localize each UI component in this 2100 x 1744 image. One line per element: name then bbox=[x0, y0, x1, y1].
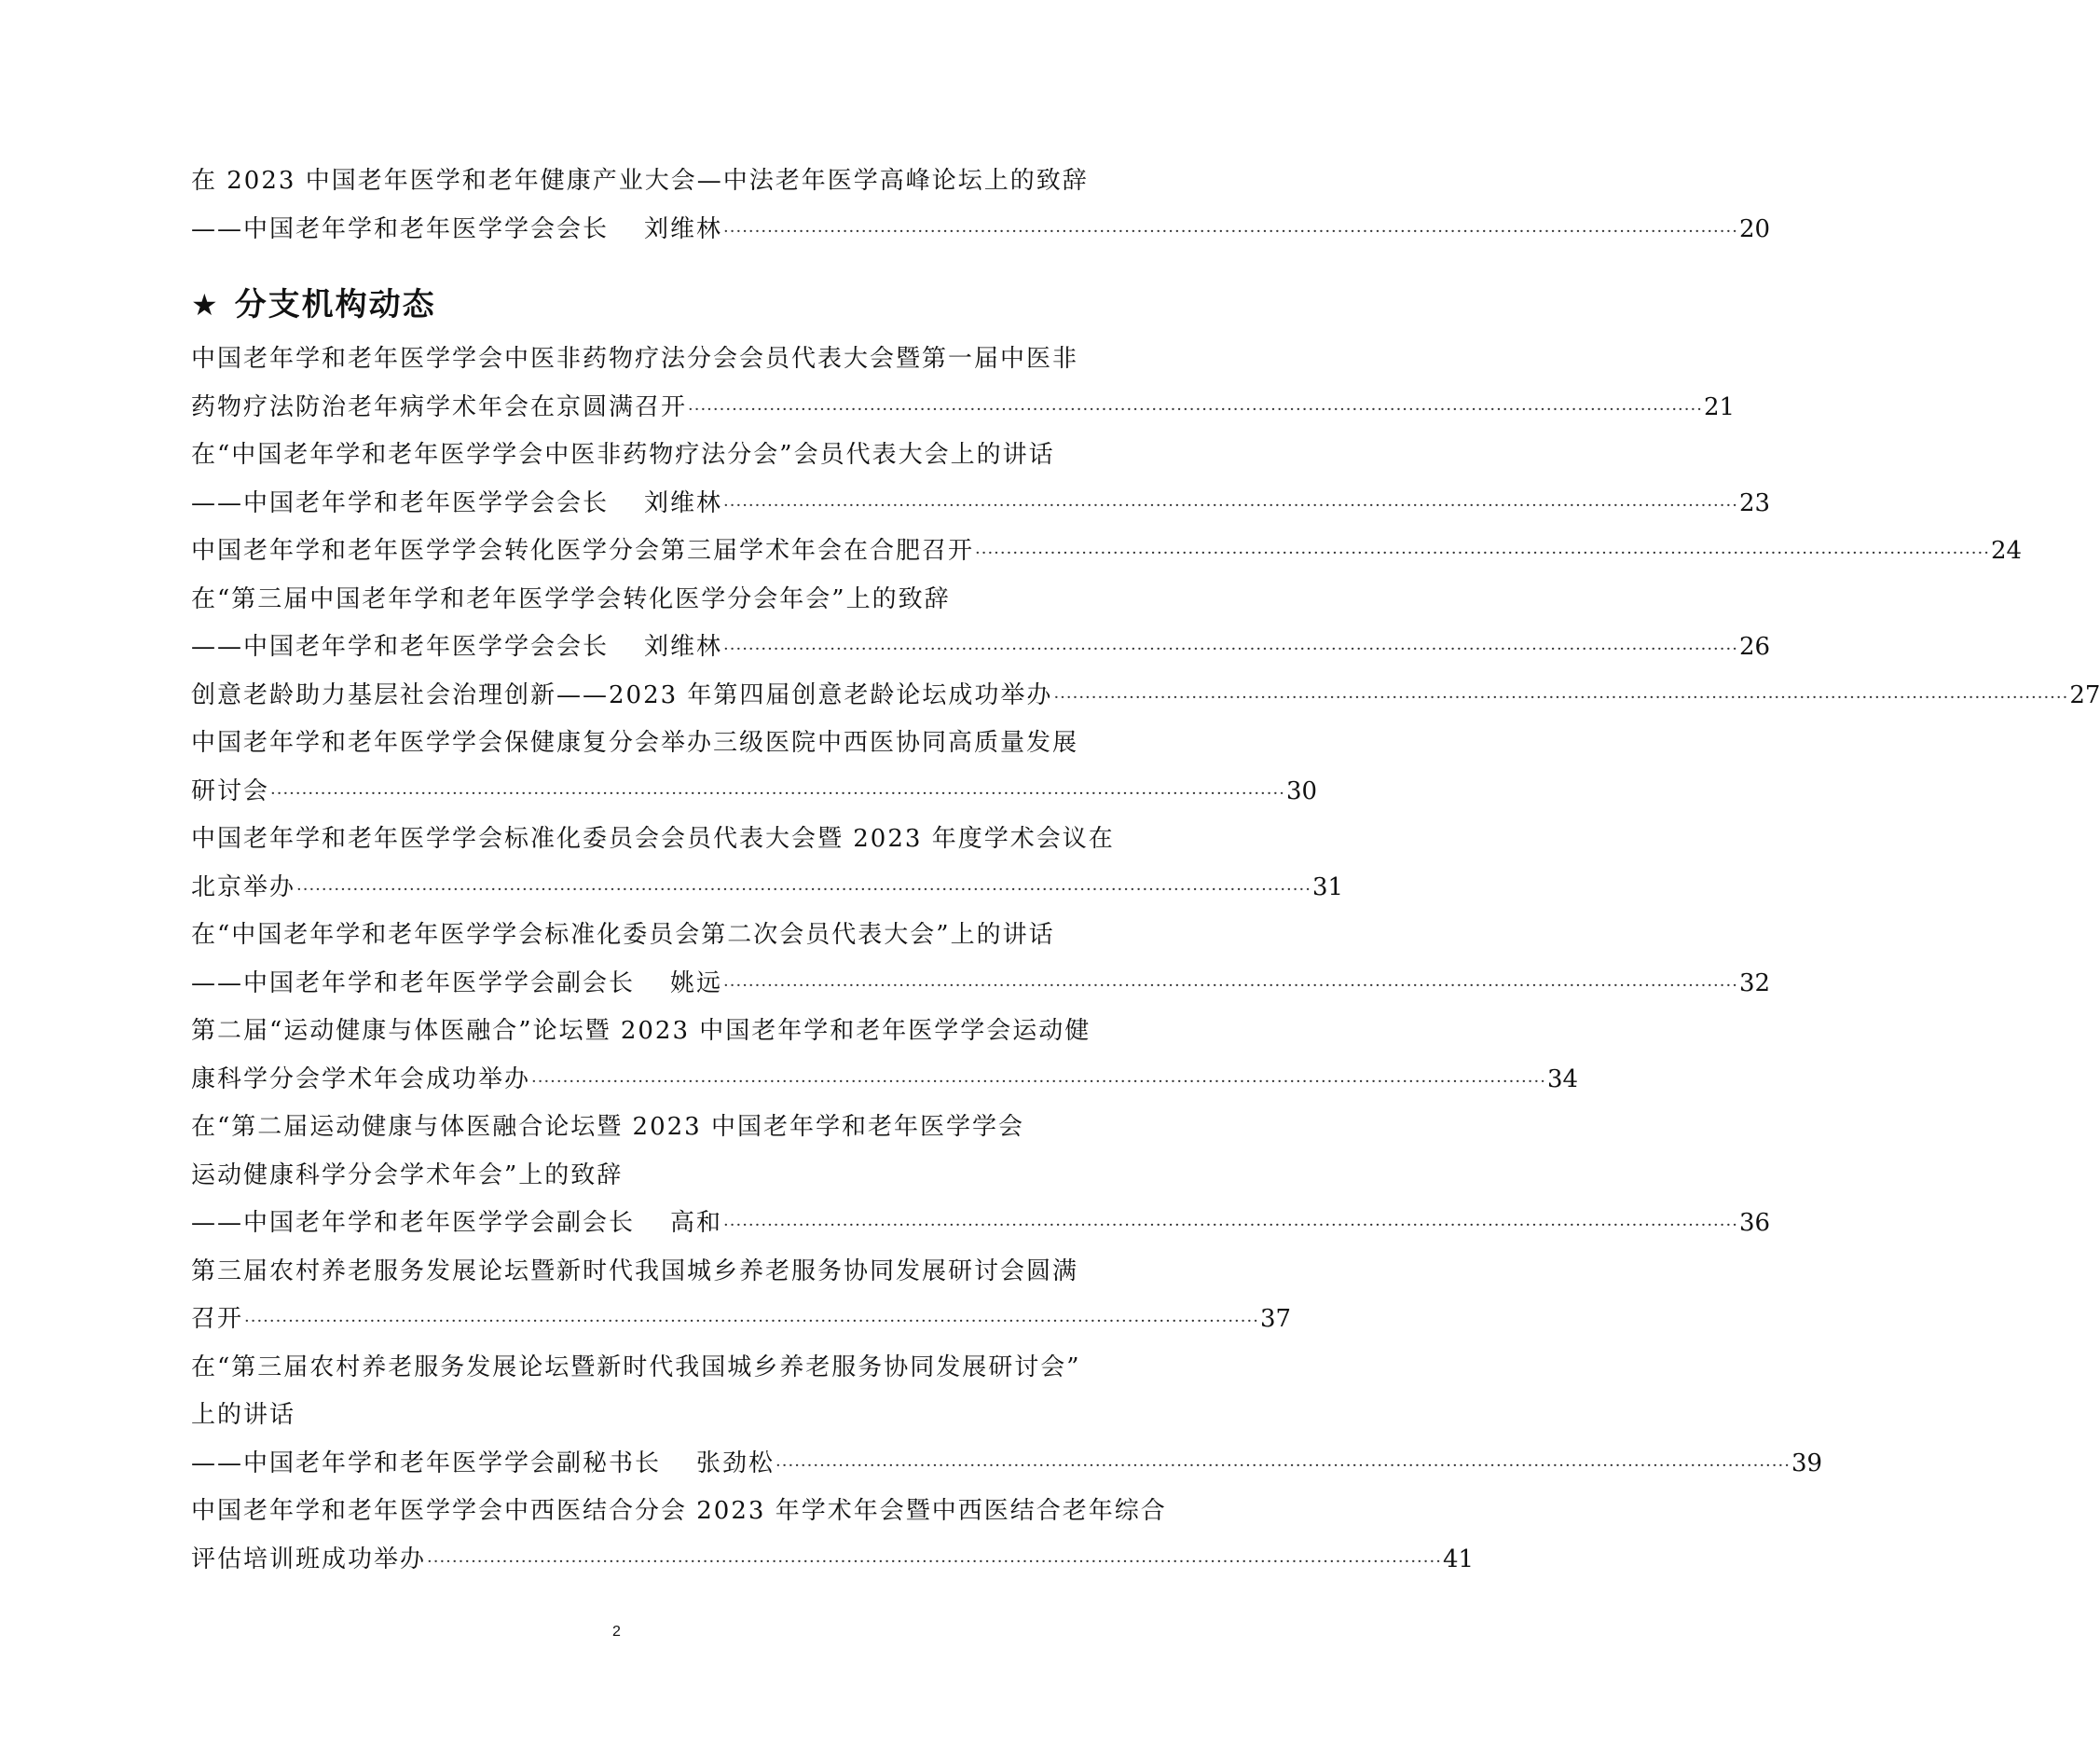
author-role: ——中国老年学和老年医学学会会长 bbox=[191, 488, 610, 517]
toc-leader-line bbox=[191, 672, 2100, 721]
leader-dots bbox=[723, 1200, 1738, 1250]
toc-line bbox=[191, 816, 1115, 864]
leader-dots bbox=[688, 384, 1703, 434]
toc-page-number: 37 bbox=[1259, 1305, 1292, 1333]
toc-title-text: 创意老龄助力基层社会治理创新——2023 年第四届创意老龄论坛成功举办 bbox=[191, 680, 1053, 709]
toc-line-text bbox=[191, 480, 722, 529]
toc-page-number: 23 bbox=[1738, 488, 1771, 517]
toc-page-number: 32 bbox=[1738, 968, 1771, 997]
toc-line bbox=[191, 1392, 1051, 1440]
table-of-contents bbox=[191, 158, 2100, 1584]
toc-line bbox=[191, 1008, 1091, 1056]
leader-dots bbox=[427, 1536, 1442, 1586]
author-role: ——中国老年学和老年医学学会副秘书长 bbox=[191, 1449, 662, 1477]
toc-line-text bbox=[191, 1296, 243, 1344]
toc-line-text bbox=[191, 1200, 722, 1248]
toc-leader-line bbox=[191, 1296, 1292, 1344]
toc-page-number: 24 bbox=[1990, 537, 2023, 565]
toc-leader-line bbox=[191, 864, 1344, 913]
toc-title-text: 运动健康科学分会学术年会”上的致辞 bbox=[191, 1160, 624, 1189]
toc-line bbox=[191, 1104, 1051, 1152]
toc-entry[interactable] bbox=[191, 720, 1318, 816]
toc-title-text: 北京举办 bbox=[191, 872, 296, 901]
section-title: 分支机构动态 bbox=[234, 286, 436, 323]
toc-title-text: 康科学分会学术年会成功举办 bbox=[191, 1064, 531, 1093]
toc-entry[interactable] bbox=[191, 336, 1736, 432]
toc-page-number: 20 bbox=[1738, 214, 1771, 243]
toc-line-text bbox=[191, 528, 974, 576]
toc-title-text: 在“中国老年学和老年医学学会中医非药物疗法分会”会员代表大会上的讲话 bbox=[191, 441, 1055, 469]
toc-title-text: 第二届“运动健康与体医融合”论坛暨 2023 中国老年学和老年医学学会运动健 bbox=[191, 1017, 1091, 1045]
toc-title-text: 中国老年学和老年医学学会保健康复分会举办三级医院中西医协同高质量发展 bbox=[191, 729, 1079, 757]
leader-dots bbox=[296, 864, 1311, 914]
toc-line-text bbox=[191, 1536, 426, 1585]
toc-entry[interactable] bbox=[191, 672, 2100, 721]
toc-leader-line bbox=[191, 528, 2023, 576]
leader-dots bbox=[723, 206, 1738, 256]
toc-leader-line bbox=[191, 1440, 1823, 1489]
toc-page-number: 31 bbox=[1311, 872, 1344, 901]
toc-leader-line bbox=[191, 1056, 1579, 1105]
toc-line-text bbox=[191, 1056, 530, 1105]
author-role: ——中国老年学和老年医学学会会长 bbox=[191, 633, 610, 661]
toc-leader-line bbox=[191, 206, 1771, 254]
toc-line bbox=[191, 1488, 1167, 1536]
toc-line-text bbox=[191, 1440, 775, 1489]
author-role: ——中国老年学和老年医学学会副会长 bbox=[191, 968, 636, 997]
toc-line bbox=[191, 1248, 1079, 1297]
leader-dots bbox=[1053, 672, 2068, 722]
leader-dots bbox=[270, 768, 1285, 818]
toc-title-text: 评估培训班成功举办 bbox=[191, 1545, 427, 1573]
author-name: 高和 bbox=[670, 1209, 723, 1237]
author-name: 姚远 bbox=[670, 968, 723, 997]
toc-leader-line bbox=[191, 1536, 1475, 1585]
toc-title-text: 在“中国老年学和老年医学学会标准化委员会第二次会员代表大会”上的讲话 bbox=[191, 921, 1055, 949]
toc-page-number: 26 bbox=[1738, 633, 1771, 661]
toc-leader-line bbox=[191, 768, 1318, 817]
toc-entry[interactable] bbox=[191, 432, 1771, 528]
toc-line bbox=[191, 1344, 1081, 1393]
author-role: ——中国老年学和老年医学学会会长 bbox=[191, 214, 610, 243]
toc-line bbox=[191, 912, 1055, 960]
author-name: 刘维林 bbox=[644, 488, 723, 517]
section-heading bbox=[191, 278, 1051, 332]
toc-title-text: 在“第三届中国老年学和老年医学学会转化医学分会年会”上的致辞 bbox=[191, 584, 951, 613]
toc-page-number: 36 bbox=[1738, 1209, 1771, 1237]
toc-title-text: 在“第二届运动健康与体医融合论坛暨 2023 中国老年学和老年医学学会 bbox=[191, 1113, 1024, 1141]
toc-line-text bbox=[191, 206, 722, 254]
toc-line bbox=[191, 158, 1089, 206]
toc-line bbox=[191, 432, 1055, 480]
toc-title-text: 在“第三届农村养老服务发展论坛暨新时代我国城乡养老服务协同发展研讨会” bbox=[191, 1353, 1081, 1381]
toc-entry[interactable] bbox=[191, 1344, 1823, 1489]
toc-leader-line bbox=[191, 624, 1771, 672]
toc-entry[interactable] bbox=[191, 576, 1771, 672]
leader-dots bbox=[975, 528, 1990, 578]
toc-title-text: 在 2023 中国老年医学和老年健康产业大会—中法老年医学高峰论坛上的致辞 bbox=[191, 167, 1089, 195]
toc-entry[interactable] bbox=[191, 1488, 1475, 1584]
leader-dots bbox=[244, 1296, 1259, 1346]
toc-title-text: 第三届农村养老服务发展论坛暨新时代我国城乡养老服务协同发展研讨会圆满 bbox=[191, 1257, 1079, 1285]
author-role: ——中国老年学和老年医学学会副会长 bbox=[191, 1209, 636, 1237]
toc-page-number: 39 bbox=[1791, 1449, 1823, 1477]
toc-leader-line bbox=[191, 1200, 1771, 1248]
toc-line bbox=[191, 720, 1079, 768]
star-icon: ★ bbox=[191, 287, 220, 323]
author-name: 刘维林 bbox=[644, 633, 723, 661]
toc-page-number: 30 bbox=[1285, 776, 1318, 805]
toc-entry[interactable] bbox=[191, 1248, 1292, 1344]
author-name: 刘维林 bbox=[644, 214, 723, 243]
page-number: 2 bbox=[612, 1624, 621, 1640]
toc-page-number: 34 bbox=[1546, 1064, 1579, 1093]
leader-dots bbox=[723, 624, 1738, 674]
toc-leader-line bbox=[191, 960, 1771, 1009]
toc-line-text bbox=[191, 384, 687, 433]
leader-dots bbox=[723, 960, 1738, 1010]
toc-line bbox=[191, 336, 1079, 384]
leader-dots bbox=[531, 1056, 1546, 1106]
toc-leader-line bbox=[191, 384, 1736, 433]
toc-title-text: 药物疗法防治老年病学术年会在京圆满召开 bbox=[191, 392, 688, 421]
toc-title-text: 上的讲话 bbox=[191, 1401, 296, 1429]
toc-title-text: 研讨会 bbox=[191, 776, 270, 805]
toc-line bbox=[191, 576, 1051, 625]
toc-title-text: 中国老年学和老年医学学会中医非药物疗法分会会员代表大会暨第一届中医非 bbox=[191, 345, 1079, 373]
toc-entry[interactable] bbox=[191, 912, 1771, 1008]
toc-page-number: 41 bbox=[1442, 1545, 1475, 1573]
toc-entry[interactable] bbox=[191, 528, 2023, 576]
toc-page-number: 21 bbox=[1703, 392, 1736, 421]
toc-title-text: 中国老年学和老年医学学会中西医结合分会 2023 年学术年会暨中西医结合老年综合 bbox=[191, 1497, 1167, 1525]
toc-entry[interactable] bbox=[191, 816, 1344, 912]
toc-line-text bbox=[191, 624, 722, 672]
toc-title-text: 召开 bbox=[191, 1305, 244, 1333]
leader-dots bbox=[775, 1440, 1791, 1490]
toc-line-text bbox=[191, 672, 1052, 721]
toc-page-number: 27 bbox=[2069, 680, 2100, 709]
toc-line bbox=[191, 1152, 1051, 1201]
toc-line-text bbox=[191, 768, 269, 817]
toc-entry[interactable] bbox=[191, 158, 1771, 254]
toc-entry[interactable] bbox=[191, 1104, 1771, 1248]
author-name: 张劲松 bbox=[696, 1449, 775, 1477]
toc-line-text bbox=[191, 864, 295, 913]
toc-line-text bbox=[191, 960, 722, 1009]
toc-entry[interactable] bbox=[191, 1008, 1579, 1104]
toc-title-text: 中国老年学和老年医学学会标准化委员会会员代表大会暨 2023 年度学术会议在 bbox=[191, 825, 1115, 853]
leader-dots bbox=[723, 480, 1738, 530]
toc-title-text: 中国老年学和老年医学学会转化医学分会第三届学术年会在合肥召开 bbox=[191, 537, 975, 565]
toc-leader-line bbox=[191, 480, 1771, 529]
